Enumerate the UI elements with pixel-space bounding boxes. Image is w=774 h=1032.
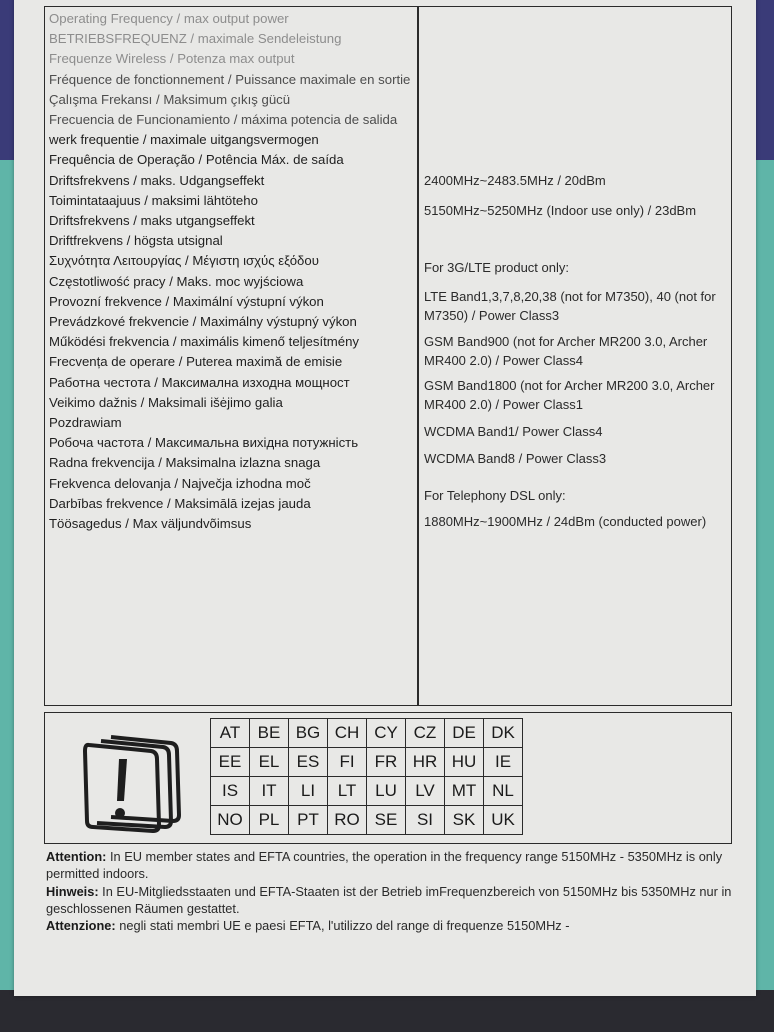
country-row xyxy=(211,719,523,748)
document-page xyxy=(14,0,756,996)
country-code-cell: DK xyxy=(484,719,523,748)
country-code-cell: ES xyxy=(289,748,328,777)
country-code-cell: SE xyxy=(367,806,406,835)
language-label-row: Driftsfrekvens / maks utgangseffekt xyxy=(49,213,255,229)
country-code-cell: NO xyxy=(211,806,250,835)
value-5g: 5150MHz~5250MHz (Indoor use only) / 23dBm xyxy=(424,203,697,218)
country-code-cell: NL xyxy=(484,777,523,806)
language-label-row: Frecuencia de Funcionamiento / máxima potencia de salida xyxy=(49,112,398,128)
country-code-cell: PT xyxy=(289,806,328,835)
country-code-cell: FR xyxy=(367,748,406,777)
country-code-cell: LI xyxy=(289,777,328,806)
country-code-cell: FI xyxy=(328,748,367,777)
note-text: negli stati membri UE e paesi EFTA, l'utilizzo del range di frequenze 5150MHz - xyxy=(115,918,570,934)
language-label-row: Driftfrekvens / högsta utsignal xyxy=(49,233,223,249)
country-row xyxy=(211,748,523,777)
language-label-row: BETRIEBSFREQUENZ / maximale Sendeleistung xyxy=(49,31,342,47)
country-code-cell: UK xyxy=(484,806,523,835)
country-code-cell: LV xyxy=(406,777,445,806)
language-label-row: Çalışma Frekansı / Maksimum çıkış gücü xyxy=(49,91,291,107)
country-code-cell: BE xyxy=(250,719,289,748)
country-code-cell: CH xyxy=(328,719,367,748)
language-label-row: Működési frekvencia / maximális kimenő teljesítmény xyxy=(49,334,360,350)
country-code-cell: BG xyxy=(289,719,328,748)
language-label-row: Frequenze Wireless / Potenza max output xyxy=(49,51,295,67)
language-label-row: Робоча частота / Максимальна вихідна потужність xyxy=(49,435,359,451)
language-label-row: Συχνότητα Λειτουργίας / Μέγιστη ισχύς εξόδου xyxy=(49,253,319,269)
language-label-row: Częstotliwość pracy / Maks. moc wyjściowa xyxy=(49,273,304,289)
value-gsm900: GSM Band900 (not for Archer MR200 3.0, Archer MR400 2.0) / Power Class4 xyxy=(424,334,708,368)
language-label-row: Darbības frekvence / Maksimālā izejas jauda xyxy=(49,495,311,511)
note-label: Attention: xyxy=(46,849,107,864)
country-code-cell: PL xyxy=(250,806,289,835)
language-label-row: Frequência de Operação / Potência Máx. de saída xyxy=(49,152,344,168)
language-label-row: Radna frekvencija / Maksimalna izlazna snaga xyxy=(49,455,321,471)
country-code-cell: LU xyxy=(367,777,406,806)
value-dsl: 1880MHz~1900MHz / 24dBm (conducted power) xyxy=(424,514,707,529)
language-label-row: Pozdrawiam xyxy=(49,415,122,431)
country-row xyxy=(211,806,523,835)
note-attention xyxy=(46,848,736,883)
country-code-cell: EL xyxy=(250,748,289,777)
value-wcdma8: WCDMA Band8 / Power Class3 xyxy=(424,451,607,466)
value-2g4: 2400MHz~2483.5MHz / 20dBm xyxy=(424,173,606,188)
country-code-cell: RO xyxy=(328,806,367,835)
language-label-row: Operating Frequency / max output power xyxy=(49,11,289,26)
language-label-row: Provozní frekvence / Maximální výstupní výkon xyxy=(49,293,324,309)
language-label-row: Driftsfrekvens / maks. Udgangseffekt xyxy=(49,172,265,188)
language-label-row: Frecvența de operare / Puterea maximă de emisie xyxy=(49,354,343,370)
note-text: In EU member states and EFTA countries, the operation in the frequency range 5150MHz - 5350MHz is only permitted indoors. xyxy=(46,849,723,882)
language-label-row: Veikimo dažnis / Maksimali išėjimo galia xyxy=(49,394,283,410)
country-code-cell: AT xyxy=(211,719,250,748)
note-attenzione xyxy=(46,917,736,934)
note-text: In EU-Mitgliedsstaaten und EFTA-Staaten ist der Betrieb imFrequenzbereich von 5150MHz bis 5350MHz nur in geschlossenen Räumen gestattet. xyxy=(46,883,732,916)
language-label-row: Работна честота / Максимална изходна мощност xyxy=(49,374,350,390)
country-code-cell: LT xyxy=(328,777,367,806)
country-code-cell: SI xyxy=(406,806,445,835)
country-code-cell: EE xyxy=(211,748,250,777)
column-divider xyxy=(417,7,419,705)
frequency-spec-table xyxy=(44,6,732,706)
language-label-column xyxy=(49,9,415,534)
country-code-cell: CZ xyxy=(406,719,445,748)
language-label-row: Frekvenca delovanja / Največja izhodna moč xyxy=(49,475,311,491)
background-bottom xyxy=(0,990,774,1032)
value-wcdma1: WCDMA Band1/ Power Class4 xyxy=(424,424,603,439)
country-code-grid xyxy=(210,718,523,835)
notes-section xyxy=(46,848,736,934)
language-label-row: Fréquence de fonctionnement / Puissance maximale en sortie xyxy=(49,71,411,87)
country-code-cell: IT xyxy=(250,777,289,806)
country-code-cell: IS xyxy=(211,777,250,806)
country-code-cell: HR xyxy=(406,748,445,777)
country-code-cell: CY xyxy=(367,719,406,748)
country-row xyxy=(211,777,523,806)
note-label: Attenzione: xyxy=(46,918,116,934)
country-code-cell: DE xyxy=(445,719,484,748)
language-label-row: Prevádzkové frekvencie / Maximálny výstupný výkon xyxy=(49,314,357,330)
value-lte-bands: LTE Band1,3,7,8,20,38 (not for M7350), 40 (not for M7350) / Power Class3 xyxy=(424,289,716,323)
value-dsl-header: For Telephony DSL only: xyxy=(424,488,566,503)
country-code-cell: SK xyxy=(445,806,484,835)
country-code-cell: IE xyxy=(484,748,523,777)
value-gsm1800: GSM Band1800 (not for Archer MR200 3.0, Archer MR400 2.0) / Power Class1 xyxy=(424,378,715,412)
exclamation-document-icon xyxy=(67,721,207,837)
language-label-row: Toimintataajuus / maksimi lähtöteho xyxy=(49,192,258,208)
note-hinweis xyxy=(46,883,736,918)
country-code-cell: MT xyxy=(445,777,484,806)
language-label-row: Töösagedus / Max väljundvõimsus xyxy=(49,516,252,532)
value-3g-lte-header: For 3G/LTE product only: xyxy=(424,260,569,275)
language-label-row: werk frequentie / maximale uitgangsvermogen xyxy=(49,132,319,148)
note-label: Hinweis: xyxy=(46,883,99,899)
country-code-cell: HU xyxy=(445,748,484,777)
